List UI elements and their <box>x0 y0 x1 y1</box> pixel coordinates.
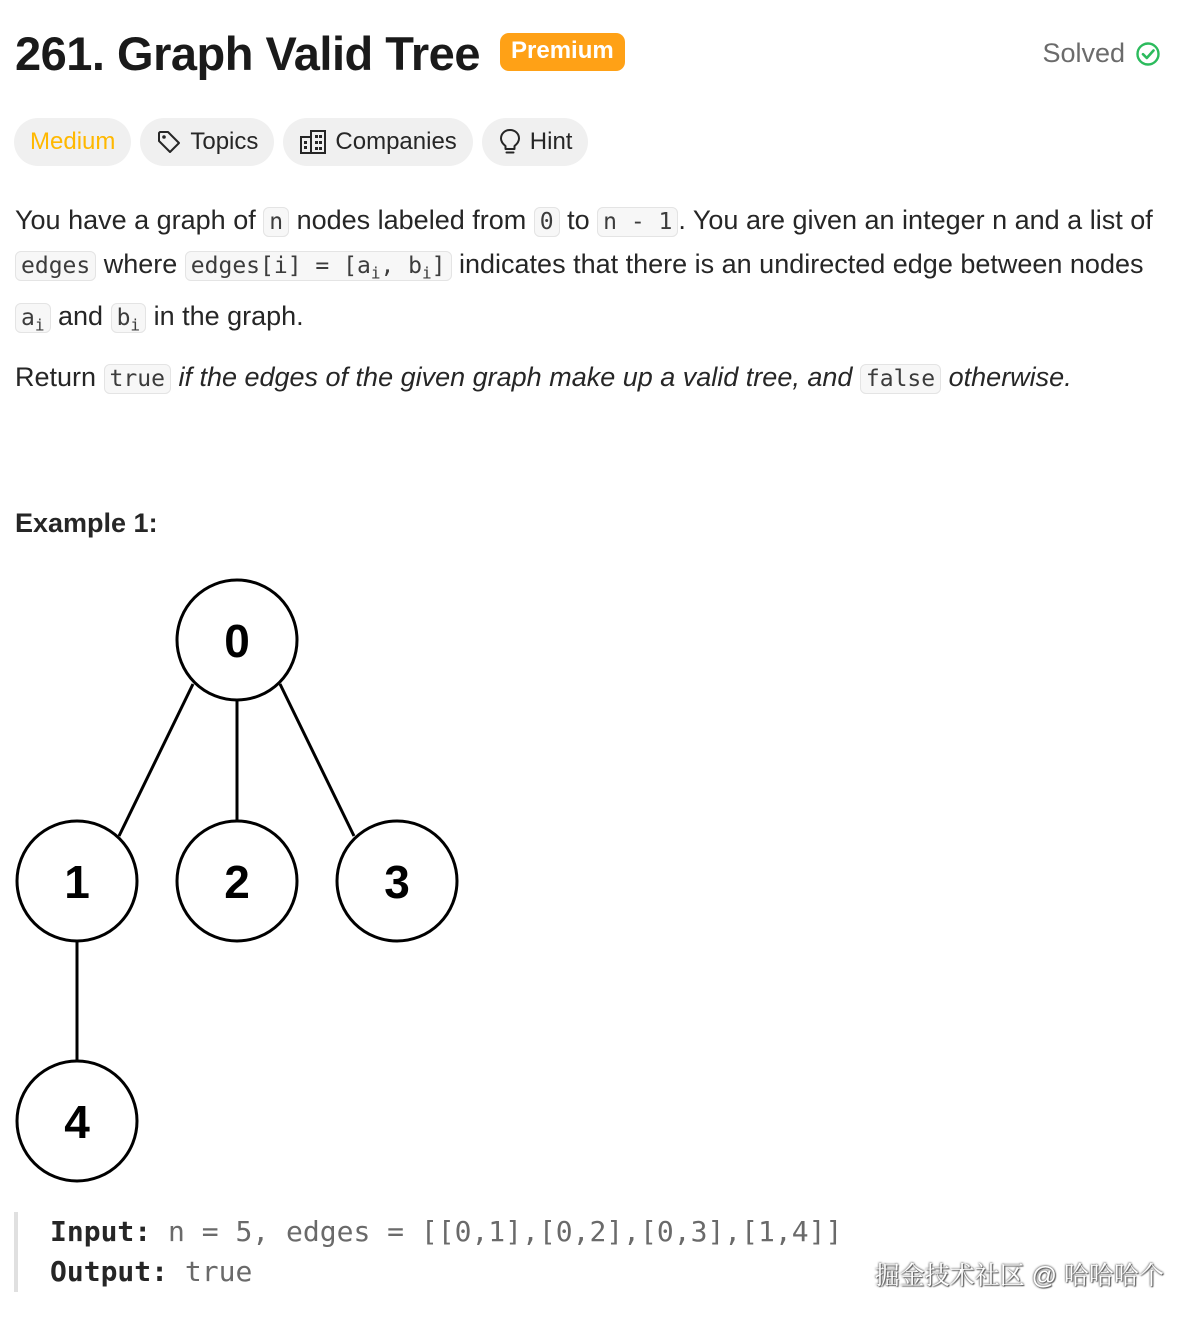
node-label: 1 <box>64 856 90 908</box>
description-text: to <box>559 205 598 235</box>
description-text: . You are given an integer n and a list of <box>678 205 1153 235</box>
example-title: Example 1: <box>15 508 158 538</box>
inline-code: n - 1 <box>597 207 678 237</box>
node-label: 4 <box>64 1096 90 1148</box>
building-icon <box>299 129 327 155</box>
code-part: b <box>116 304 131 331</box>
subscript: i <box>370 263 381 283</box>
tree-diagram <box>0 560 470 1190</box>
description-text: Return <box>15 362 104 392</box>
inline-code <box>185 251 452 281</box>
tag-icon <box>156 129 182 155</box>
example-io-block <box>14 1212 842 1292</box>
hint-label: Hint <box>529 128 573 155</box>
inline-code: n <box>263 207 289 237</box>
description-paragraph <box>15 199 1175 346</box>
companies-label: Companies <box>335 128 457 155</box>
tree-node <box>337 821 457 941</box>
tree-node <box>177 821 297 941</box>
inline-code <box>15 303 51 333</box>
tree-node <box>17 821 137 941</box>
inline-code: true <box>104 364 171 394</box>
description-text: if the edges of the given graph make up a valid tree, and <box>170 362 860 392</box>
problem-title: 261. Graph Valid Tree <box>15 27 480 80</box>
tree-edge <box>119 684 193 836</box>
description-text: indicates that there is an undirected edge between nodes <box>451 249 1144 279</box>
subscript: i <box>422 263 432 283</box>
watermark: 掘金技术社区 @ 哈哈哈个 <box>874 1262 1164 1290</box>
description-text: where <box>96 249 185 279</box>
tag-bar <box>14 118 588 166</box>
inline-code: 0 <box>534 207 560 237</box>
description-text: otherwise. <box>941 362 1072 392</box>
solved-status <box>1042 38 1161 69</box>
node-label: 3 <box>384 856 410 908</box>
difficulty-tag[interactable] <box>14 118 131 166</box>
description-text: You have a graph of <box>15 205 264 235</box>
subscript: i <box>34 315 45 335</box>
description-text: and <box>50 300 111 331</box>
output-value: true <box>184 1255 253 1288</box>
companies-button[interactable] <box>283 118 472 166</box>
check-circle-icon <box>1135 41 1161 67</box>
inline-code: false <box>860 364 941 394</box>
node-label: 2 <box>224 856 250 908</box>
output-line <box>50 1252 842 1292</box>
difficulty-label: Medium <box>30 128 116 155</box>
topics-label: Topics <box>190 128 259 155</box>
input-label: Input: <box>50 1215 152 1248</box>
problem-description <box>15 199 1175 346</box>
tree-edge <box>280 684 354 836</box>
subscript: i <box>130 315 141 335</box>
inline-code <box>111 303 147 333</box>
code-part: ] <box>431 253 446 279</box>
tree-node <box>177 580 297 700</box>
inline-code: edges <box>15 251 96 281</box>
input-value: n = 5, edges = [[0,1],[0,2],[0,3],[1,4]] <box>168 1215 843 1248</box>
lightbulb-icon <box>498 128 522 156</box>
premium-badge: Premium <box>500 33 625 71</box>
code-part: a <box>21 304 35 331</box>
code-part: edges[i] = [a <box>190 253 371 279</box>
node-label: 0 <box>224 615 250 667</box>
output-label: Output: <box>50 1255 169 1288</box>
hint-button[interactable] <box>482 118 589 166</box>
description-text: in the graph. <box>146 300 304 331</box>
solved-label: Solved <box>1042 38 1125 68</box>
topics-button[interactable] <box>140 118 274 166</box>
description-text: nodes labeled from <box>289 205 534 235</box>
tree-node <box>17 1061 137 1181</box>
code-part: , b <box>380 253 422 279</box>
return-paragraph <box>15 356 1185 400</box>
input-line <box>50 1212 842 1252</box>
